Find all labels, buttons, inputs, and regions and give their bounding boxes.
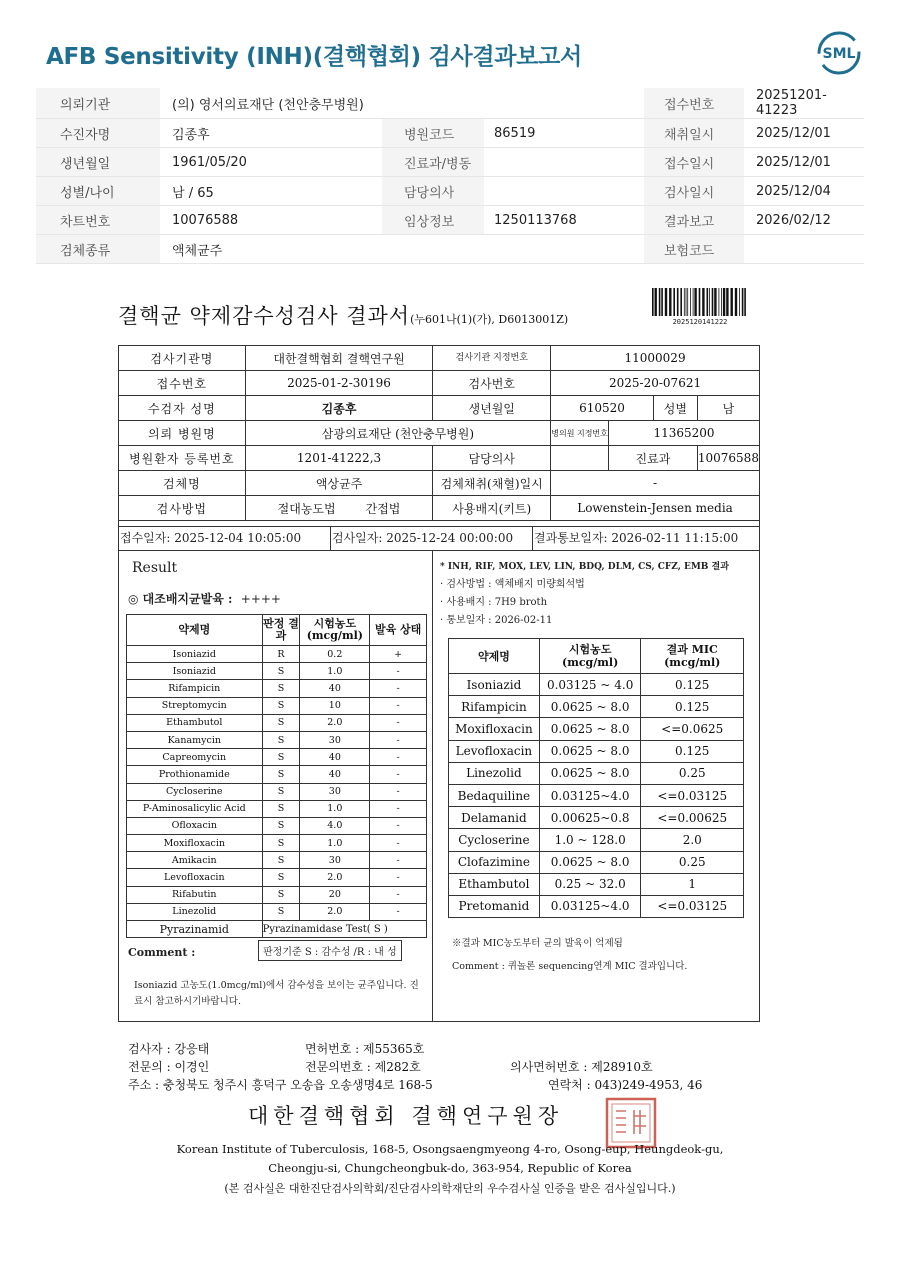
table-row [127, 697, 427, 714]
table-cell: Bedaquiline [449, 784, 540, 806]
table-cell: Ofloxacin [127, 817, 263, 834]
inst-value: 대한결핵협회 결핵연구원 [245, 346, 433, 371]
header-v3: 2026/02/12 [744, 206, 864, 235]
dept-value: 10076588 [697, 446, 759, 471]
pza-label: Pyrazinamid [127, 921, 263, 938]
media-label: 사용배지(키트) [433, 496, 551, 521]
header-row [36, 119, 864, 148]
eng-address-2: Cheongju-si, Chungcheongbuk-do, 363-954, Republic of Korea [268, 1161, 632, 1175]
header-row [36, 148, 864, 177]
header-v2 [484, 235, 644, 264]
header-v3: 2025/12/01 [744, 148, 864, 177]
table-cell: 0.0625 ~ 8.0 [539, 718, 641, 740]
note-line: * INH, RIF, MOX, LEV, LIN, BDQ, DLM, CS, CFZ, EMB 결과 [440, 562, 729, 572]
table-row [127, 749, 427, 766]
header-row [36, 177, 864, 206]
table-cell: Prothionamide [127, 766, 263, 783]
table-cell: <=0.0625 [641, 718, 744, 740]
header-v1: 남 / 65 [160, 177, 382, 206]
date-row [118, 526, 760, 550]
table-cell: S [262, 766, 300, 783]
doctor-license: 의사면허번호 : 제28910호 [510, 1060, 653, 1074]
table-header [449, 639, 744, 674]
table-cell: Levofloxacin [449, 740, 540, 762]
test-value: 2025-20-07621 [551, 371, 760, 396]
header-l2: 임상정보 [382, 206, 484, 235]
table-cell: Isoniazid [127, 663, 263, 680]
notify-date: 결과통보일자: 2026-02-11 11:15:00 [534, 531, 739, 545]
sex-label: 성별 [653, 396, 697, 421]
table-cell: 10 [300, 697, 370, 714]
table-cell: S [262, 783, 300, 800]
report-info-table [118, 345, 760, 521]
header-v1: (의) 영서의료재단 (천안충무병원) [160, 88, 382, 119]
table-row [449, 784, 744, 806]
table-cell: S [262, 852, 300, 869]
table-cell: Capreomycin [127, 749, 263, 766]
header-l3: 채취일시 [644, 119, 744, 148]
table-cell: 30 [300, 852, 370, 869]
table-row [449, 829, 744, 851]
result-label: Result [132, 560, 178, 576]
table-cell: Pretomanid [449, 895, 540, 917]
table-cell: - [370, 714, 427, 731]
page-title: AFB Sensitivity (INH)(결핵협회) 검사결과보고서 [46, 44, 582, 70]
table-cell: S [262, 749, 300, 766]
table-cell: 0.0625 ~ 8.0 [539, 851, 641, 873]
column-header: 발육 상태 [370, 615, 427, 646]
dept-label: 진료과 [609, 446, 698, 471]
table-row [127, 835, 427, 852]
table-cell: 1.0 [300, 835, 370, 852]
barcode-number: 2025120141222 [672, 318, 728, 326]
certification-note: (본 검사실은 대한진단검사의학회/진단검사의학재단의 우수검사실 인증을 받은 검사실입니다.) [224, 1182, 676, 1195]
sex-value: 남 [697, 396, 759, 421]
table-cell: Linezolid [127, 903, 263, 920]
org-name: 대한결핵협회 결핵연구원장 [248, 1104, 564, 1128]
table-row [449, 807, 744, 829]
coll-label: 검체채취(채혈)일시 [433, 471, 551, 496]
table-cell: 1.0 [300, 800, 370, 817]
pza-row [127, 921, 427, 938]
table-cell: Levofloxacin [127, 869, 263, 886]
header-v3: 20251201-41223 [744, 88, 864, 119]
mic-table [448, 638, 744, 918]
meth-value: 절대농도법 간접법 [245, 496, 433, 521]
table-cell: 1 [641, 873, 744, 895]
table-cell: - [370, 749, 427, 766]
comment-label: Comment : [128, 946, 196, 959]
divider [432, 550, 433, 1022]
table-cell: - [370, 817, 427, 834]
header-info-table [36, 88, 864, 264]
table-cell: Moxifloxacin [127, 835, 263, 852]
header-l1: 차트번호 [36, 206, 160, 235]
barcode-image [652, 288, 748, 316]
table-cell: 2.0 [300, 714, 370, 731]
table-header [127, 615, 427, 646]
table-cell: S [262, 886, 300, 903]
specialist: 전문의 : 이경인 [128, 1060, 210, 1074]
column-header: 시험농도 (mcg/ml) [300, 615, 370, 646]
header-l3: 결과보고 [644, 206, 744, 235]
table-cell: 0.03125 ~ 4.0 [539, 674, 641, 696]
name-value: 김종후 [245, 396, 433, 421]
header-v3: 2025/12/04 [744, 177, 864, 206]
header-l2: 진료과/병동 [382, 148, 484, 177]
report-title: 결핵균 약제감수성검사 결과서(누601나(1)(가), D6013001Z) [118, 304, 569, 328]
table-cell: 30 [300, 783, 370, 800]
header-l3: 검사일시 [644, 177, 744, 206]
table-cell: - [370, 766, 427, 783]
inst-label: 검사기관명 [119, 346, 246, 371]
header-l2 [382, 88, 484, 119]
table-row [449, 696, 744, 718]
table-cell: 30 [300, 731, 370, 748]
table-cell: 0.03125~4.0 [539, 784, 641, 806]
table-cell: S [262, 680, 300, 697]
header-row [36, 235, 864, 264]
header-l1: 수진자명 [36, 119, 160, 148]
header-l3: 보험코드 [644, 235, 744, 264]
table-cell: S [262, 817, 300, 834]
table-cell: 4.0 [300, 817, 370, 834]
table-cell: - [370, 800, 427, 817]
table-row [127, 663, 427, 680]
header-v3: 2025/12/01 [744, 119, 864, 148]
table-cell: 40 [300, 766, 370, 783]
tester-license: 면허번호 : 제55365호 [305, 1042, 425, 1056]
header-v2 [484, 88, 644, 119]
table-row [449, 873, 744, 895]
note-line: · 검사방법 : 액체배지 미량희석법 [440, 579, 585, 590]
table-cell: 0.125 [641, 740, 744, 762]
column-header: 약제명 [449, 639, 540, 674]
table-cell: Ethambutol [449, 873, 540, 895]
table-row [127, 731, 427, 748]
table-cell: 1.0 ~ 128.0 [539, 829, 641, 851]
table-cell: 40 [300, 680, 370, 697]
table-cell: 0.03125~4.0 [539, 895, 641, 917]
table-cell: S [262, 835, 300, 852]
address: 주소 : 충청북도 청주시 흥덕구 오송읍 오송생명4로 168-5 [128, 1078, 433, 1092]
header-v1: 김종후 [160, 119, 382, 148]
table-cell: S [262, 697, 300, 714]
spec-label: 검체명 [119, 471, 246, 496]
contact: 연락처 : 043)249-4953, 46 [548, 1078, 703, 1092]
table-cell: 2.0 [300, 903, 370, 920]
recv-date: 접수일자: 2025-12-04 10:05:00 [118, 526, 331, 550]
table-cell: <=0.03125 [641, 895, 744, 917]
test-date: 검사일자: 2025-12-24 00:00:00 [330, 526, 533, 550]
table-cell: 2.0 [300, 869, 370, 886]
header-l2: 담당의사 [382, 177, 484, 206]
table-row [127, 800, 427, 817]
table-cell: 0.125 [641, 674, 744, 696]
table-cell: 0.25 [641, 851, 744, 873]
table-cell: Ethambutol [127, 714, 263, 731]
table-cell: Clofazimine [449, 851, 540, 873]
reg-value: 1201-41222,3 [245, 446, 433, 471]
header-l3: 접수번호 [644, 88, 744, 119]
specialist-number: 전문의번호 : 제282호 [305, 1060, 421, 1074]
table-cell: Kanamycin [127, 731, 263, 748]
table-row [127, 714, 427, 731]
reg-label: 병원환자 등록번호 [119, 446, 246, 471]
table-cell: Rifampicin [449, 696, 540, 718]
table-cell: 1.0 [300, 663, 370, 680]
table-row [127, 869, 427, 886]
table-row [127, 903, 427, 920]
name-label: 수검자 성명 [119, 396, 246, 421]
header-v1: 1961/05/20 [160, 148, 382, 177]
table-cell: S [262, 800, 300, 817]
table-cell: - [370, 835, 427, 852]
table-cell: Cycloserine [449, 829, 540, 851]
comment-text: Isoniazid 고농도(1.0mcg/ml)에서 감수성을 보이는 균주입니다. 진료시 참고하시기바랍니다. [134, 980, 419, 1007]
header-v2: 1250113768 [484, 206, 644, 235]
table-cell: Amikacin [127, 852, 263, 869]
table-cell: 0.0625 ~ 8.0 [539, 740, 641, 762]
hcode-value: 11365200 [609, 421, 760, 446]
growth-row: ◎ 대조배지균발육 : ++++ [128, 592, 281, 606]
header-v3 [744, 235, 864, 264]
judge-criteria: 판정기준 S : 감수성 /R : 내 성 [258, 940, 402, 961]
table-cell: - [370, 663, 427, 680]
media-value: Lowenstein-Jensen media [551, 496, 760, 521]
note-line: · 통보일자 : 2026-02-11 [440, 615, 553, 626]
table-cell: Delamanid [449, 807, 540, 829]
divider [118, 550, 760, 551]
header-l1: 의뢰기관 [36, 88, 160, 119]
table-cell: + [370, 646, 427, 663]
note-line: · 사용배지 : 7H9 broth [440, 597, 548, 608]
header-v1: 액체균주 [160, 235, 382, 264]
table-cell: - [370, 783, 427, 800]
recv-label: 접수번호 [119, 371, 246, 396]
table-cell: P-Aminosalicylic Acid [127, 800, 263, 817]
table-cell: 0.0625 ~ 8.0 [539, 696, 641, 718]
header-l2 [382, 235, 484, 264]
table-cell: <=0.03125 [641, 784, 744, 806]
doc-label: 담당의사 [433, 446, 551, 471]
table-cell: - [370, 731, 427, 748]
desig-value: 11000029 [551, 346, 760, 371]
table-row [127, 852, 427, 869]
eng-address-1: Korean Institute of Tuberculosis, 168-5, Osongsaengmyeong 4-ro, Osong-eup, Heungdeok-gu, [176, 1142, 724, 1156]
table-row [449, 895, 744, 917]
table-row [127, 766, 427, 783]
table-row [127, 886, 427, 903]
tester: 검사자 : 강응태 [128, 1042, 210, 1056]
table-cell: 0.25 [641, 762, 744, 784]
table-cell: S [262, 663, 300, 680]
comment2: Comment : 퀴놀론 sequencing연계 MIC 결과입니다. [452, 961, 688, 972]
table-cell: S [262, 903, 300, 920]
header-l3: 접수일시 [644, 148, 744, 177]
table-cell: Isoniazid [449, 674, 540, 696]
column-header: 판정 결과 [262, 615, 300, 646]
birth-label: 생년월일 [433, 396, 551, 421]
table-cell: Streptomycin [127, 697, 263, 714]
solid-media-table [126, 614, 427, 938]
table-cell: - [370, 903, 427, 920]
table-cell: Moxifloxacin [449, 718, 540, 740]
header-l2: 병원코드 [382, 119, 484, 148]
table-row [127, 680, 427, 697]
hcode-label: 병의원 지정번호 [551, 421, 609, 446]
table-row [127, 646, 427, 663]
table-cell: Rifabutin [127, 886, 263, 903]
birth-value: 610520 [551, 396, 654, 421]
table-cell: 0.0625 ~ 8.0 [539, 762, 641, 784]
table-cell: 2.0 [641, 829, 744, 851]
table-cell: R [262, 646, 300, 663]
mic-note: ※결과 MIC농도부터 균의 발육이 억제됨 [452, 938, 623, 949]
table-cell: - [370, 869, 427, 886]
meth-label: 검사방법 [119, 496, 246, 521]
table-cell: Linezolid [449, 762, 540, 784]
table-cell: 40 [300, 749, 370, 766]
table-cell: 0.2 [300, 646, 370, 663]
logo-text: SML [822, 46, 856, 62]
divider [118, 526, 760, 527]
header-v2 [484, 148, 644, 177]
header-v2: 86519 [484, 119, 644, 148]
test-label: 검사번호 [433, 371, 551, 396]
desig-label: 검사기관 지정번호 [433, 346, 551, 371]
table-row [449, 674, 744, 696]
column-header: 결과 MIC (mcg/ml) [641, 639, 744, 674]
table-cell: S [262, 869, 300, 886]
sml-logo [816, 30, 862, 76]
table-cell: 0.125 [641, 696, 744, 718]
table-row [449, 851, 744, 873]
table-cell: S [262, 714, 300, 731]
table-cell: - [370, 852, 427, 869]
doc-value [551, 446, 609, 471]
table-cell: S [262, 731, 300, 748]
spec-value: 액상균주 [245, 471, 433, 496]
table-row [449, 718, 744, 740]
table-cell: - [370, 886, 427, 903]
table-cell: 0.00625~0.8 [539, 807, 641, 829]
table-row [449, 762, 744, 784]
recv-value: 2025-01-2-30196 [245, 371, 433, 396]
header-l1: 검체종류 [36, 235, 160, 264]
hosp-label: 의뢰 병원명 [119, 421, 246, 446]
table-row [449, 740, 744, 762]
header-l1: 성별/나이 [36, 177, 160, 206]
header-l1: 생년월일 [36, 148, 160, 177]
table-cell: - [370, 680, 427, 697]
table-cell: Cycloserine [127, 783, 263, 800]
hosp-value: 삼광의료재단 (천안충무병원) [245, 421, 550, 446]
table-row [127, 817, 427, 834]
column-header: 시험농도 (mcg/ml) [539, 639, 641, 674]
table-row [127, 783, 427, 800]
table-cell: Isoniazid [127, 646, 263, 663]
table-cell: 20 [300, 886, 370, 903]
pza-value: Pyrazinamidase Test( S ) [262, 921, 426, 938]
table-cell: - [370, 697, 427, 714]
header-row [36, 206, 864, 235]
table-cell: 0.25 ~ 32.0 [539, 873, 641, 895]
header-v1: 10076588 [160, 206, 382, 235]
coll-value: - [551, 471, 760, 496]
liquid-notes [440, 558, 729, 630]
table-cell: Rifampicin [127, 680, 263, 697]
header-row [36, 88, 864, 119]
header-v2 [484, 177, 644, 206]
column-header: 약제명 [127, 615, 263, 646]
table-cell: <=0.00625 [641, 807, 744, 829]
